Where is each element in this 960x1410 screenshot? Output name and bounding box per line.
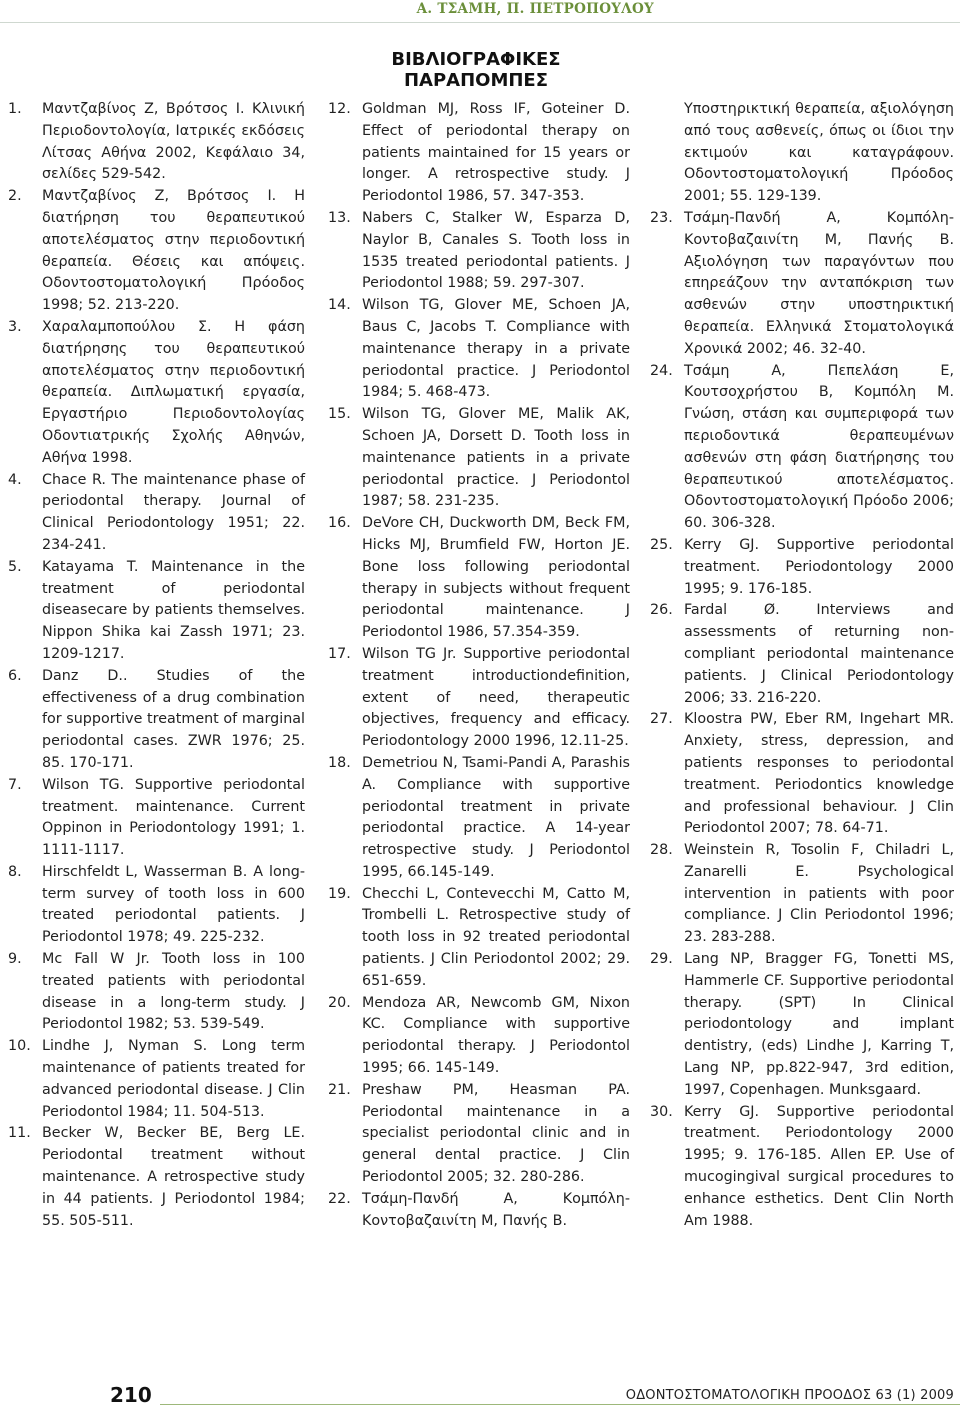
reference-text: Hirschfeldt L, Wasserman B. A long-term survey of tooth loss in 600 treated periodontal patients. J Periodontol 1978; 49. 225-232. [42,863,305,946]
running-header [0,0,960,23]
reference-item [8,1036,305,1123]
reference-text: Lang NP, Bragger FG, Tonetti MS, Hammerle CF. Supportive periodontal therapy. (SPT) In Clinical periodontology and implant dentistry, (eds) Lindhe J, Karring T, Lang NP, pp.822-947, 3rd edition, 1997, Copenhagen. Munksgaard. [684,951,954,1098]
reference-number: 8. [8,863,22,880]
reference-number: 24. [650,362,673,379]
reference-text: Μαντζαβίνος Ζ, Βρότσος Ι. Κλινική Περιοδοντολογία, Ιατρικές εκδόσεις Λίτσας Αθήνα 2002, Κεφάλαιο 34, σελίδες 529-542. [42,101,305,183]
reference-number: 18. [328,754,351,771]
reference-text: Υποστηρικτική θεραπεία, αξιολόγηση από τους ασθενείς, όπως οι ίδιοι την εκτιμούν και καταγράφουν. Οδοντοστοματολογική Πρόοδος 2001; 55. 129-139. [684,101,954,205]
references-column-1 [8,99,305,1232]
reference-item [8,99,305,186]
reference-item [650,1102,954,1233]
reference-text: Wilson TG, Glover ME, Malik AK, Schoen JA, Dorsett D. Tooth loss in maintenance patients in a private periodontal practice. J Periodontol 1987; 58. 231-235. [362,406,630,510]
reference-item [8,949,305,1036]
reference-number [650,99,684,208]
reference-text: Mc Fall W Jr. Tooth loss in 100 treated patients with periodontal disease in a long-term study. J Periodontol 1982; 53. 539-549. [42,951,305,1033]
reference-text: Wilson TG, Glover ME, Schoen JA, Baus C, Jacobs T. Compliance with maintenance therapy in a private periodontal practice. J Periodontol 1984; 5. 468-473. [362,297,630,401]
reference-item [8,862,305,949]
reference-number: 30. [650,1103,673,1120]
reference-text: Lindhe J, Nyman S. Long term maintenance of patients treated for advanced periodontal disease. J Clin Periodontol 1984; 11. 504-513. [42,1038,305,1120]
reference-number: 6. [8,667,22,684]
reference-text: Τσάμη Α, Πεπελάση Ε, Κουτσοχρήστου Β, Κομπόλη Μ. Γνώση, στάση και συμπεριφορά των περιοδοντικά θεραπευμένων ασθενών στη φάση διατήρησης του θεραπευτικού αποτελέσματος. Οδοντοστοματολογική Πρόοδο 2006; 60. 306-328. [684,362,954,532]
reference-number: 2. [8,188,22,205]
reference-number: 5. [8,558,22,575]
reference-item [328,753,630,884]
reference-item [650,840,954,949]
reference-number: 23. [650,209,673,226]
reference-item [650,949,954,1102]
reference-text: Kerry GJ. Supportive periodontal treatment. Periodontology 2000 1995; 9. 176-185. [684,536,954,597]
reference-number: 3. [8,318,22,335]
reference-number: 16. [328,515,351,532]
reference-text: Weinstein R, Tosolin F, Chiladri L, Zanarelli E. Psychological intervention in patients with poor compliance. J Clin Periodontol 1996; 23. 283-288. [684,842,954,946]
reference-item [328,884,630,993]
reference-number: 9. [8,951,22,968]
reference-text: Mendoza AR, Newcomb GM, Nixon KC. Compliance with supportive periodontal therapy. J Periodontol 1995; 66. 145-149. [362,994,630,1077]
reference-item [8,557,305,666]
section-title: ΒΙΒΛΙΟΓΡΑΦΙΚΕΣ ΠΑΡΑΠΟΜΠΕΣ [391,49,561,91]
reference-item [650,361,954,535]
reference-number: 12. [328,101,351,117]
reference-text: Katayama T. Maintenance in the treatment of periodontal diseasecare by patients themselves. Nippon Shika kai Zassh 1971; 23. 1209-1217. [42,558,305,662]
reference-item [650,709,954,840]
reference-number: 29. [650,951,673,968]
reference-item [328,1080,630,1189]
reference-number: 15. [328,406,351,423]
reference-number: 13. [328,209,351,226]
reference-text: Wilson TG Jr. Supportive periodontal treatment introductiondefinition, extent of need, therapeutic objectives, frequency and efficacy. Periodontology 2000 1996, 12.11-25. [362,645,630,750]
reference-number: 4. [8,471,22,488]
reference-item [328,644,630,753]
reference-text: Fardal Ø. Interviews and assessments of returning non-compliant periodontal maintenance patients. J Clinical Periodontology 2006; 33. 216-220. [684,602,954,706]
reference-text: Kloostra PW, Eber RM, Ingehart MR. Anxiety, stress, depression, and patients responses to periodontal treatment. Periodontics knowledge and professional behaviour. J Clin Periodontol 2007; 78. 64-71. [684,711,954,837]
references-column-2 [328,99,630,1232]
reference-item [650,600,954,709]
reference-text: Nabers C, Stalker W, Esparza D, Naylor B, Canales S. Tooth loss in 1535 treated periodontal patients. J Periodontol 1988; 59. 297-307. [362,209,630,292]
reference-item [328,99,630,208]
reference-item [8,1123,305,1232]
reference-item [8,317,305,470]
reference-text: Τσάμη-Πανδή Α, Κομπόλη-Κοντοβαζαινίτη Μ, Πανής Β. [362,1190,630,1229]
reference-item [8,186,305,317]
page-number: 210 [110,1383,152,1407]
reference-item [328,993,630,1080]
references-column-3 [650,99,954,1232]
reference-text: Χαραλαμποπούλου Σ. Η φάση διατήρησης του θεραπευτικού αποτελέσματος στην περιοδοντική θεραπεία. Διπλωματική εργασία, Εργαστήριο Περιοδοντολογίας Οδοντιατρικής Σχολής Αθηνών, Αθήνα 1998. [42,318,305,466]
reference-item [650,208,954,361]
reference-number: 1. [8,101,22,117]
reference-number: 7. [8,776,22,793]
reference-item [8,775,305,862]
reference-text: Demetriou N, Tsami-Pandi A, Parashis A. Compliance with supportive periodontal treatment in private periodontal practice. A 14-year retrospective study. J Periodontol 1995, 66.145-149. [362,754,630,880]
reference-number: 26. [650,602,673,619]
reference-number: 27. [650,711,673,728]
header-authors: Α. ΤΣΑΜΗ, Π. ΠΕΤΡΟΠΟΥΛΟΥ [416,1,654,17]
reference-number: 28. [650,842,673,859]
reference-text: Becker W, Becker BE, Berg LE. Periodontal treatment without maintenance. A retrospective study in 44 patients. J Periodontol 1984; 55. 505-511. [42,1125,305,1229]
reference-text: Chace R. The maintenance phase of periodontal therapy. Journal of Clinical Periodontology 1951; 22. 234-241. [42,471,305,553]
reference-number: 17. [328,645,351,662]
reference-item [328,295,630,404]
journal-name: ΟΔΟΝΤΟΣΤΟΜΑΤΟΛΟΓΙΚΗ ΠΡΟΟΔΟΣ 63 (1) 2009 [625,1388,954,1403]
reference-item [650,99,954,208]
reference-number: 25. [650,536,673,553]
reference-text: DeVore CH, Duckworth DM, Beck FM, Hicks MJ, Brumfield FW, Horton JE. Bone loss following periodontal therapy in subjects without frequent periodontal maintenance. J Periodontol 1986, 57.354-359. [362,515,630,641]
reference-text: Τσάμη-Πανδή Α, Κομπόλη-Κοντοβαζαινίτη Μ, Πανής Β. Αξιολόγηση των παραγόντων που επηρεάζουν την ανταπόκριση των ασθενών στην υποστηρικτική θεραπεία. Ελληνικά Στοματολογικά Χρονικά 2002; 46. 32-40. [684,209,954,357]
reference-text: Danz D.. Studies of the effectiveness of a drug combination for supportive treatment of marginal periodontal cases. ZWR 1976; 25. 85. 170-171. [42,667,305,771]
reference-number: 21. [328,1081,351,1098]
reference-item [328,513,630,644]
reference-text: Wilson TG. Supportive periodontal treatment. maintenance. Current Oppinon in Periodontology 1991; 1. 1111-1117. [42,776,305,859]
reference-item [328,208,630,295]
reference-item [650,535,954,600]
reference-item [8,470,305,557]
reference-number: 10. [8,1038,31,1055]
reference-item [328,404,630,513]
reference-text: Checchi L, Contevecchi M, Catto M, Trombelli L. Retrospective study of tooth loss in 92 treated periodontal patients. J Clin Periodontol 2002; 29. 651-659. [362,885,630,989]
reference-number: 14. [328,297,351,314]
reference-item [328,1189,630,1233]
footer-rule [160,1404,960,1405]
reference-number: 20. [328,994,351,1011]
reference-text: Μαντζαβίνος Ζ, Βρότσος Ι. Η διατήρηση του θεραπευτικού αποτελέσματος στην περιοδοντική θεραπεία. Θέσεις και απόψεις. Οδοντοστοματολογική Πρόοδος 1998; 52. 213-220. [42,188,305,314]
reference-text: Preshaw PM, Heasman PA. Periodontal maintenance in a specialist periodontal clinic and in general dental practice. J Clin Periodontol 2005; 32. 280-286. [362,1081,630,1186]
reference-number: 22. [328,1190,351,1207]
reference-number: 19. [328,885,351,902]
reference-number: 11. [8,1125,31,1142]
reference-text: Goldman MJ, Ross IF, Goteiner D. Effect of periodontal therapy on patients maintained for 15 years or longer. A retrospective study. J Periodontol 1986, 57. 347-353. [362,101,630,205]
reference-item [8,666,305,775]
reference-text: Kerry GJ. Supportive periodontal treatment. Periodontology 2000 1995; 9. 176-185. Allen EP. Use of mucogingival surgical procedures to enhance esthetics. Dent Clin North Am 1988. [684,1103,954,1229]
